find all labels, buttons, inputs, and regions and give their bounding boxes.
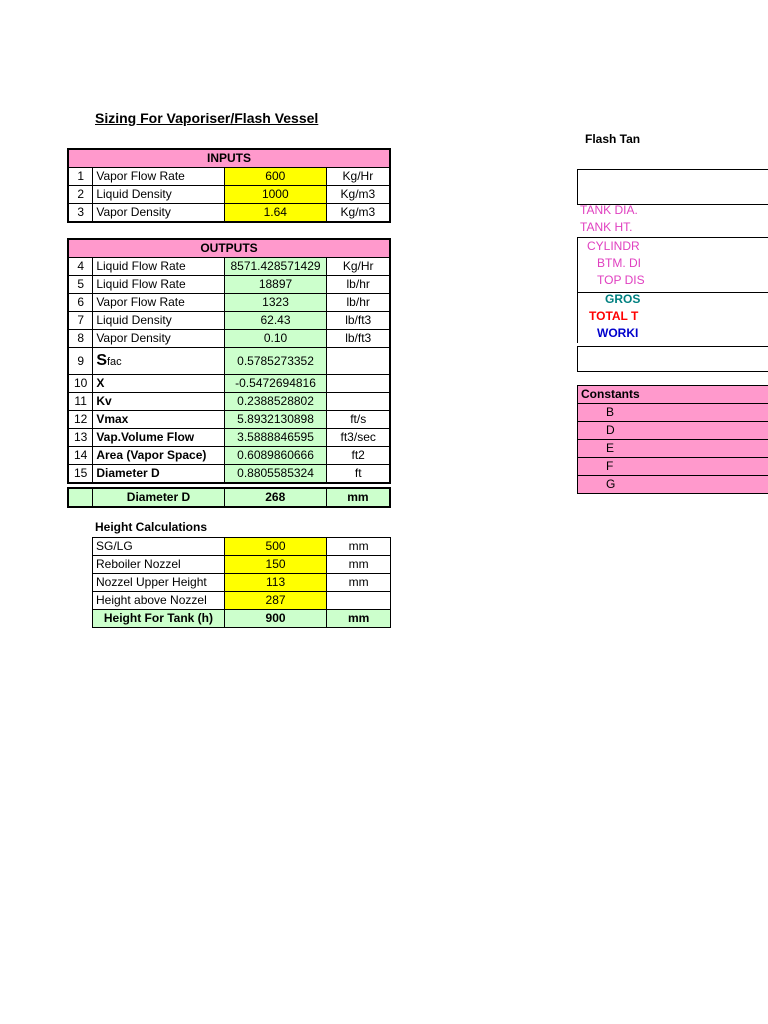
tank-label: TOTAL T <box>589 309 639 323</box>
row-unit: mm <box>327 538 391 556</box>
output-row <box>68 411 390 429</box>
row-unit: Kg/Hr <box>326 168 390 186</box>
row-label: Liquid Density <box>93 186 224 204</box>
row-label: Vapor Density <box>93 330 224 348</box>
input-value: 600 <box>224 168 326 186</box>
height-value: 287 <box>224 592 326 610</box>
constant-label: F <box>578 458 768 476</box>
row-number: 12 <box>68 411 93 429</box>
output-row <box>68 465 390 484</box>
row-number: 14 <box>68 447 93 465</box>
row-number: 11 <box>68 393 93 411</box>
row-label: Kv <box>93 393 224 411</box>
row-unit <box>327 348 390 375</box>
output-row <box>68 258 390 276</box>
input-row <box>68 168 390 186</box>
row-number: 10 <box>68 375 93 393</box>
height-calc-title: Height Calculations <box>95 520 208 534</box>
row-label: Vap.Volume Flow <box>93 429 224 447</box>
outputs-header: OUTPUTS <box>68 239 390 258</box>
row-label: Nozzel Upper Height <box>93 574 225 592</box>
output-value: 1323 <box>224 294 327 312</box>
row-label: Vapor Flow Rate <box>93 294 224 312</box>
tank-label: CYLINDR <box>587 239 640 253</box>
row-number: 6 <box>68 294 93 312</box>
constant-label: E <box>578 440 768 458</box>
diameter-summary <box>67 487 391 508</box>
row-unit: lb/hr <box>327 276 390 294</box>
tank-label: TOP DIS <box>597 273 645 287</box>
constants-header: Constants <box>578 386 768 404</box>
constant-label: G <box>578 476 768 494</box>
row-label: Reboiler Nozzel <box>93 556 225 574</box>
row-number: 15 <box>68 465 93 484</box>
constant-row <box>578 440 768 458</box>
row-label: Area (Vapor Space) <box>93 447 224 465</box>
row-unit: ft3/sec <box>327 429 390 447</box>
constant-row <box>578 404 768 422</box>
tank-label: GROS <box>605 292 641 306</box>
output-value: 3.5888846595 <box>224 429 327 447</box>
row-label: Liquid Density <box>93 312 224 330</box>
height-row <box>93 556 391 574</box>
tank-label: TANK DIA. <box>580 203 638 217</box>
output-value: 0.8805585324 <box>224 465 327 484</box>
row-number: 13 <box>68 429 93 447</box>
input-value: 1000 <box>224 186 326 204</box>
constant-row <box>578 422 768 440</box>
height-row <box>93 574 391 592</box>
diameter-summary-unit: mm <box>326 488 390 507</box>
height-total-value: 900 <box>224 610 326 628</box>
row-unit: lb/ft3 <box>327 312 390 330</box>
tank-label: BTM. DI <box>597 256 641 270</box>
output-row <box>68 447 390 465</box>
output-row <box>68 393 390 411</box>
right-panel-box-bottom <box>577 346 768 372</box>
row-label: Vapor Density <box>93 204 224 223</box>
row-label: Liquid Flow Rate <box>93 258 224 276</box>
constant-row <box>578 476 768 494</box>
row-label: Liquid Flow Rate <box>93 276 224 294</box>
row-label: Vapor Flow Rate <box>93 168 224 186</box>
diameter-summary-value: 268 <box>224 488 326 507</box>
input-value: 1.64 <box>224 204 326 223</box>
output-value: -0.5472694816 <box>224 375 327 393</box>
output-row <box>68 312 390 330</box>
row-unit <box>327 393 390 411</box>
inputs-table <box>67 148 391 223</box>
row-number: 2 <box>68 186 93 204</box>
row-number: 8 <box>68 330 93 348</box>
row-unit: lb/ft3 <box>327 330 390 348</box>
height-total-unit: mm <box>327 610 391 628</box>
row-unit <box>327 592 391 610</box>
row-number: 9 <box>68 348 93 375</box>
row-unit: lb/hr <box>327 294 390 312</box>
constant-label: D <box>578 422 768 440</box>
row-unit: mm <box>327 574 391 592</box>
output-value: 0.2388528802 <box>224 393 327 411</box>
output-row <box>68 348 390 375</box>
height-value: 150 <box>224 556 326 574</box>
output-row <box>68 276 390 294</box>
output-value: 8571.428571429 <box>224 258 327 276</box>
right-panel-labels <box>577 203 768 343</box>
tank-label: WORKI <box>597 326 639 340</box>
row-unit: Kg/Hr <box>327 258 390 276</box>
constant-label: B <box>578 404 768 422</box>
flash-tank-title: Flash Tan <box>585 132 641 146</box>
row-number: 4 <box>68 258 93 276</box>
output-row <box>68 429 390 447</box>
row-label: Vmax <box>93 411 224 429</box>
row-unit: ft <box>327 465 390 484</box>
row-unit: Kg/m3 <box>326 204 390 223</box>
row-label: Diameter D <box>93 465 224 484</box>
input-row <box>68 204 390 223</box>
row-unit: ft2 <box>327 447 390 465</box>
output-row <box>68 294 390 312</box>
row-number: 7 <box>68 312 93 330</box>
output-value: 0.6089860666 <box>224 447 327 465</box>
constants-table <box>577 385 768 494</box>
output-row <box>68 375 390 393</box>
height-row <box>93 538 391 556</box>
row-label: Height above Nozzel <box>93 592 225 610</box>
row-number: 3 <box>68 204 93 223</box>
constant-row <box>578 458 768 476</box>
right-panel-box-top <box>577 169 768 205</box>
output-value: 0.10 <box>224 330 327 348</box>
height-total-label: Height For Tank (h) <box>93 610 225 628</box>
row-label: X <box>93 375 224 393</box>
output-value: 62.43 <box>224 312 327 330</box>
outputs-table <box>67 238 391 484</box>
page-title: Sizing For Vaporiser/Flash Vessel <box>95 110 319 126</box>
input-row <box>68 186 390 204</box>
output-value: 0.5785273352 <box>224 348 327 375</box>
output-value: 5.8932130898 <box>224 411 327 429</box>
right-panel-divider-2 <box>577 292 768 293</box>
sfac-symbol: S <box>96 351 107 369</box>
height-row <box>93 592 391 610</box>
row-unit: mm <box>327 556 391 574</box>
inputs-header: INPUTS <box>68 149 390 168</box>
right-panel-divider-left <box>577 237 578 343</box>
row-unit <box>327 375 390 393</box>
row-unit: ft/s <box>327 411 390 429</box>
output-row <box>68 330 390 348</box>
row-label <box>93 348 224 375</box>
diameter-summary-blank <box>68 488 93 507</box>
height-table <box>92 537 391 628</box>
row-label: SG/LG <box>93 538 225 556</box>
row-number: 1 <box>68 168 93 186</box>
row-number: 5 <box>68 276 93 294</box>
height-value: 500 <box>224 538 326 556</box>
output-value: 18897 <box>224 276 327 294</box>
diameter-summary-label: Diameter D <box>93 488 224 507</box>
tank-label: TANK HT. <box>580 220 633 234</box>
sfac-subscript: fac <box>106 355 122 368</box>
right-panel-divider-1 <box>577 237 768 238</box>
height-value: 113 <box>224 574 326 592</box>
row-unit: Kg/m3 <box>326 186 390 204</box>
